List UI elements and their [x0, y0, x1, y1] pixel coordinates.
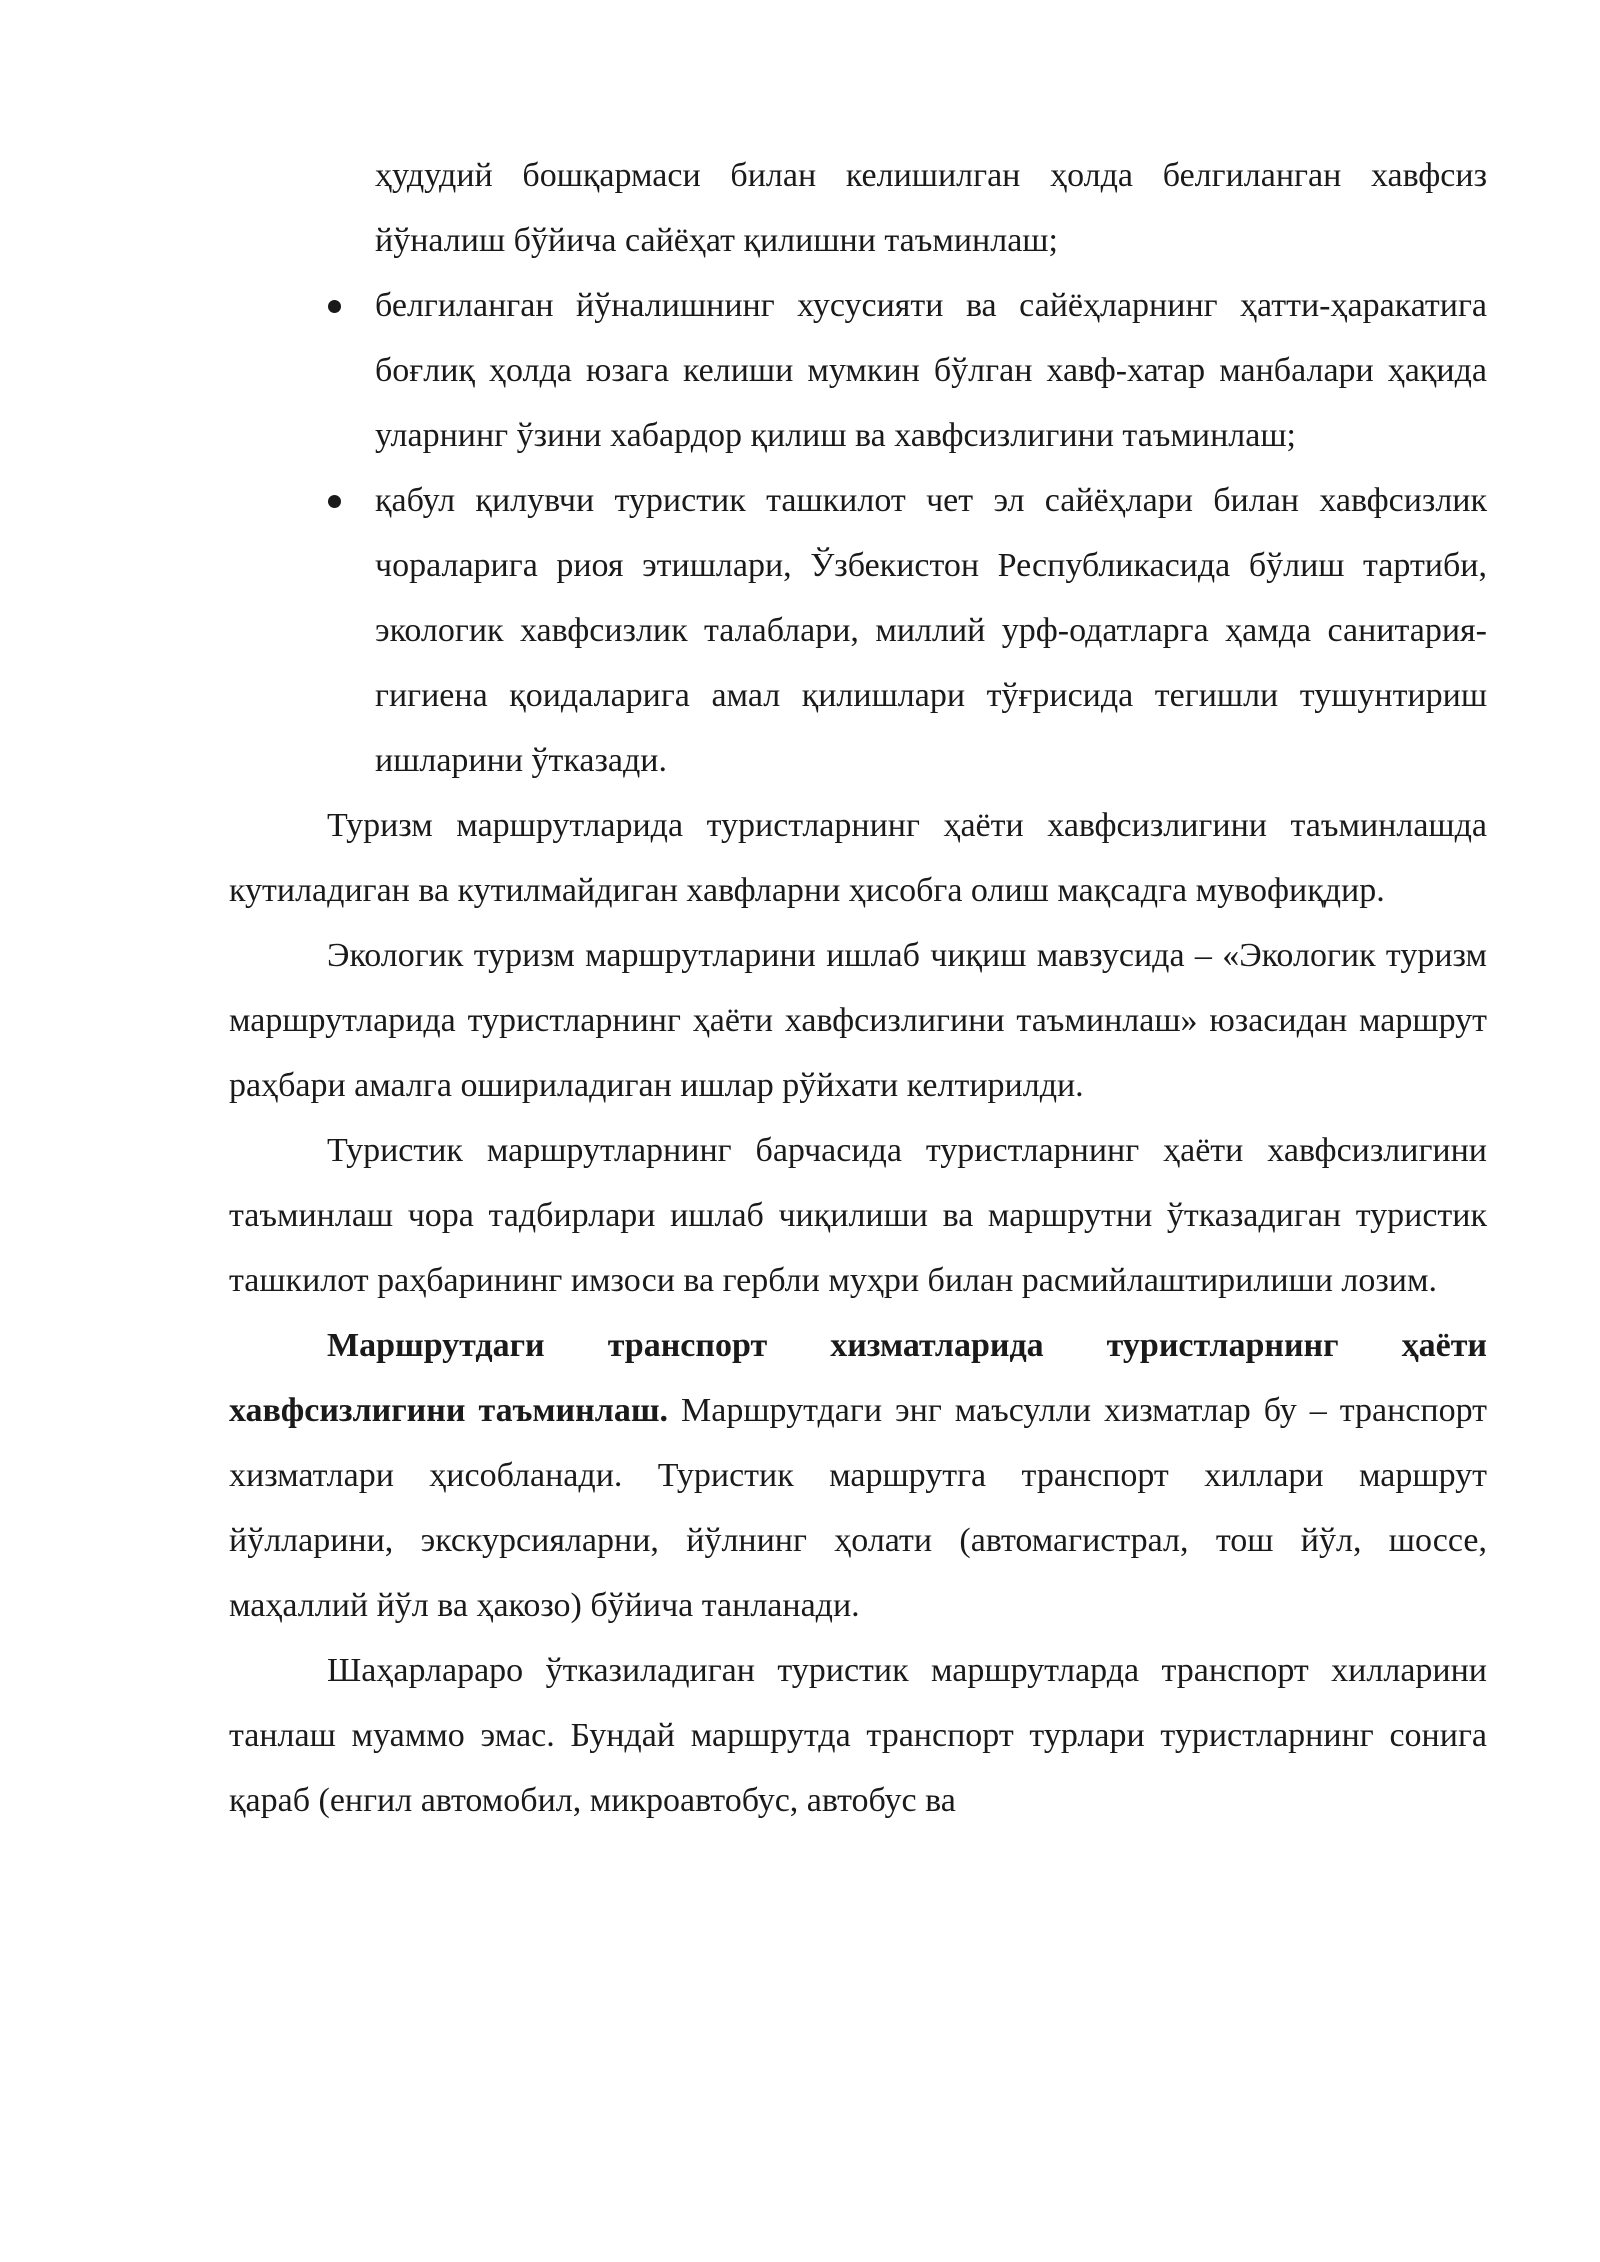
- list-item-continuation: ҳудудий бошқармаси билан келишилган ҳолда белгиланган хавфсиз йўналиш бўйича сайёҳат қилишни таъминлаш;: [375, 157, 1487, 259]
- list-item: [229, 468, 1487, 793]
- paragraph: Туристик маршрутларнинг барчасида туристларнинг ҳаёти хавфсизлигини таъминлаш чора тадбирлари ишлаб чиқилиши ва маршрутни ўтказадиган туристик ташкилот раҳбарининг имзоси ва гербли муҳри билан расмийлаштирилиши лозим.: [229, 1132, 1487, 1299]
- paragraph: Экологик туризм маршрутларини ишлаб чиқиш мавзусида – «Экологик туризм маршрутларида туристларнинг ҳаёти хавфсизлигини таъминлаш» юзасидан маршрут раҳбари амалга ошириладиган ишлар рўйхати келтирилди.: [229, 937, 1487, 1104]
- document-body: [229, 143, 1487, 1833]
- paragraph-text: Маршрутдаги энг маъсулли хизматлар бу – транспорт хизматлари ҳисобланади. Туристик маршрутга транспорт хиллари маршрут йўлларини, экскурсияларни, йўлнинг ҳолати (автомагистрал, тош йўл, шоссе, маҳаллий йўл ва ҳакозо) бўйича танланади.: [229, 1392, 1488, 1624]
- list-item: [229, 273, 1487, 468]
- list-item-text: белгиланган йўналишнинг хусусияти ва сайёҳларнинг ҳатти-ҳаракатига боғлиқ ҳолда юзага келиши мумкин бўлган хавф-хатар манбалари ҳақида уларнинг ўзини хабардор қилиш ва хавфсизлигини таъминлаш;: [375, 287, 1487, 454]
- list-item-text: қабул қилувчи туристик ташкилот чет эл сайёҳлари билан хавфсизлик чораларига риоя этишлари, Ўзбекистон Республикасида бўлиш тартиби, экологик хавфсизлик талаблари, миллий урф-одатларга ҳамда санитария-гигиена қоидаларига амал қилишлари тўғрисида тегишли тушунтириш ишларини ўтказади.: [375, 482, 1487, 779]
- bullet-icon: [328, 495, 341, 508]
- paragraph: [229, 1313, 1487, 1638]
- paragraph: Туризм маршрутларида туристларнинг ҳаёти хавфсизлигини таъминлашда кутиладиган ва кутилмайдиган хавфларни ҳисобга олиш мақсадга мувофиқдир.: [229, 807, 1487, 909]
- paragraph: Шаҳарлараро ўтказиладиган туристик маршрутларда транспорт хилларини танлаш муаммо эмас. Бундай маршрутда транспорт турлари туристларнинг сонига қараб (енгил автомобил, микроавтобус, автобус ва: [229, 1652, 1487, 1819]
- bullet-icon: [328, 300, 341, 313]
- bullet-list: [229, 273, 1487, 793]
- section-heading: Маршрутдаги транспорт хизматларида туристларнинг ҳаёти хавфсизлигини таъминлаш.: [229, 1327, 1487, 1429]
